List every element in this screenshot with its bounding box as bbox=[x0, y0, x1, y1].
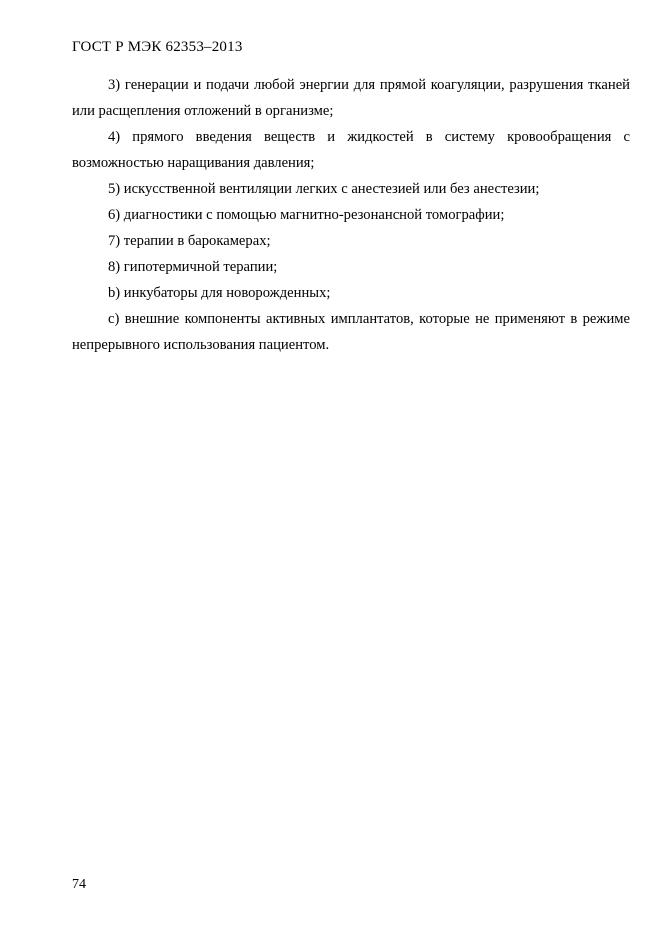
list-item-3: 3) генерации и подачи любой энергии для прямой коагуляции, разрушения тканей или расщепления отложений в организме; bbox=[72, 77, 630, 119]
list-item-8: 8) гипотермичной терапии; bbox=[108, 259, 278, 275]
list-item-5: 5) искусственной вентиляции легких с анестезией или без анестезии; bbox=[108, 181, 540, 197]
page-number: 74 bbox=[72, 877, 86, 892]
document-body bbox=[72, 72, 630, 358]
document-header: ГОСТ Р МЭК 62353–2013 bbox=[72, 39, 243, 55]
list-item-4: 4) прямого введения веществ и жидкостей в систему кровообращения с возможностью наращивания давления; bbox=[72, 129, 630, 171]
list-item-b: b) инкубаторы для новорожденных; bbox=[108, 285, 331, 301]
list-item-6: 6) диагностики с помощью магнитно-резонансной томографии; bbox=[108, 207, 505, 223]
list-item-c: c) внешние компоненты активных имплантатов, которые не применяют в режиме непрерывного использования пациентом. bbox=[72, 311, 630, 353]
list-item-7: 7) терапии в барокамерах; bbox=[108, 233, 271, 249]
